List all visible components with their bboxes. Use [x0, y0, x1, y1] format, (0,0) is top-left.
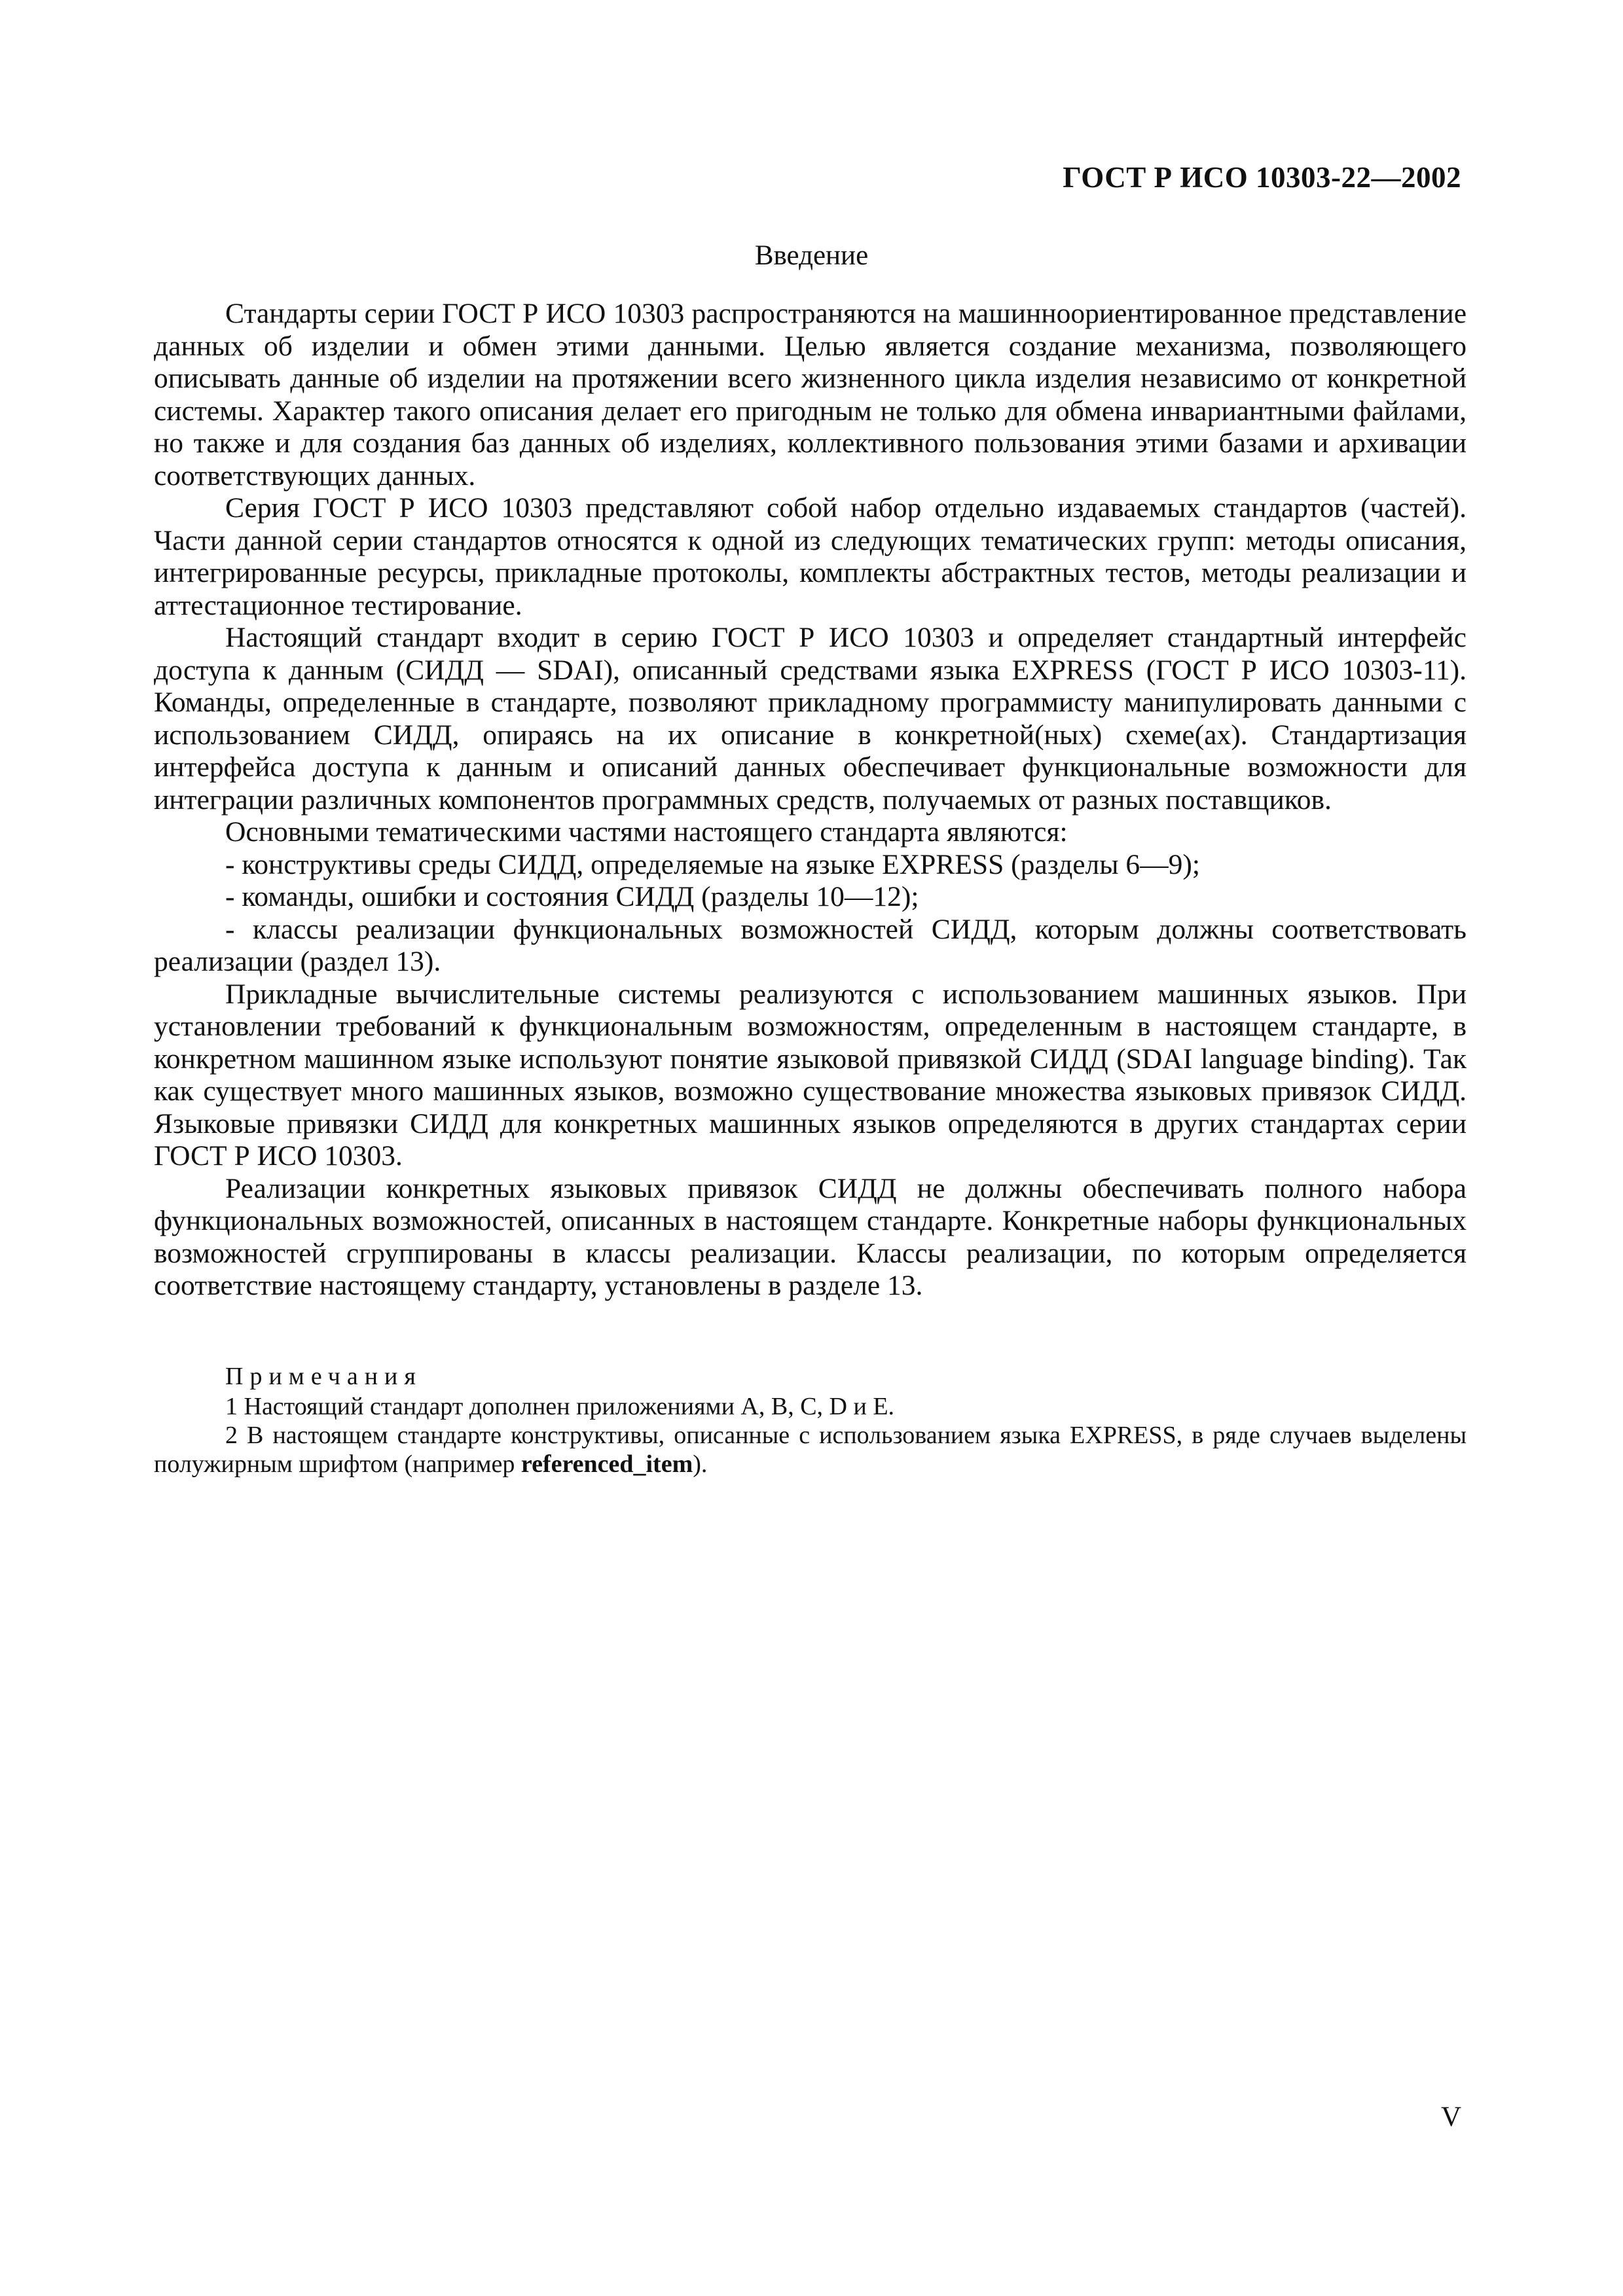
paragraph: Основными тематическими частями настоящего стандарта являются:	[225, 816, 1068, 848]
note-code-term: referenced_item	[520, 1450, 693, 1478]
list-item: - классы реализации функциональных возможностей СИДД, которым должны соответствовать реализации (раздел 13).	[154, 913, 1467, 977]
section-title: Введение	[754, 240, 869, 271]
note-text: 2 В настоящем стандарте конструктивы, описанные с использованием языка EXPRESS, в ряде случаев выделены полужирным шрифтом (например	[154, 1422, 1467, 1478]
note-item	[154, 1421, 1467, 1479]
page-number: V	[1440, 2102, 1461, 2132]
note-item: 1 Настоящий стандарт дополнен приложениями A, B, C, D и E.	[225, 1393, 895, 1420]
list-item: - команды, ошибки и состояния СИДД (разделы 10—12);	[225, 881, 919, 912]
paragraph: Реализации конкретных языковых привязок СИДД не должны обеспечивать полного набора функциональных возможностей, описанных в настоящем стандарте. Конкретные наборы функциональных возможностей сгруппированы в классы реализации. Классы реализации, по которым определяется соответствие настоящему стандарту, установлены в разделе 13.	[154, 1172, 1467, 1301]
paragraph: Серия ГОСТ Р ИСО 10303 представляют собой набор отдельно издаваемых стандартов (частей). Части данной серии стандартов относятся к одной из следующих тематических групп: методы описания, интегрированные ресурсы, прикладные протоколы, комплекты абстрактных тестов, методы реализации и аттестационное тестирование.	[154, 492, 1467, 621]
document-code-header: ГОСТ Р ИСО 10303-22—2002	[1063, 161, 1461, 194]
list-item: - конструктивы среды СИДД, определяемые на языке EXPRESS (разделы 6—9);	[225, 848, 1200, 880]
notes-heading: Примечания	[225, 1363, 422, 1390]
paragraph: Стандарты серии ГОСТ Р ИСО 10303 распространяются на машинноориентированное представление данных об изделии и обмен этими данными. Целью является создание механизма, позволяющего описывать данные об изделии на протяжении всего жизненного цикла изделия независимо от конкретной системы. Характер такого описания делает его пригодным не только для обмена инвариантными файлами, но также и для создания баз данных об изделиях, коллективного пользования этими базами и архивации соответствующих данных.	[154, 298, 1467, 492]
note-text: ).	[693, 1450, 708, 1478]
body-text	[154, 298, 1467, 1302]
paragraph: Настоящий стандарт входит в серию ГОСТ Р ИСО 10303 и определяет стандартный интерфейс доступа к данным (СИДД — SDAI), описанный средствами языка EXPRESS (ГОСТ Р ИСО 10303-11). Команды, определенные в стандарте, позволяют прикладному программисту манипулировать данными с использованием СИДД, опираясь на их описание в конкретной(ных) схеме(ах). Стандартизация интерфейса доступа к данным и описаний данных обеспечивает функциональные возможности для интеграции различных компонентов программных средств, получаемых от разных поставщиков.	[154, 622, 1467, 816]
notes-block	[154, 1362, 1467, 1479]
paragraph: Прикладные вычислительные системы реализуются с использованием машинных языков. При установлении требований к функциональным возможностям, определенным в настоящем стандарте, в конкретном машинном языке используют понятие языковой привязкой СИДД (SDAI language binding). Так как существует много машинных языков, возможно существование множества языковых привязок СИДД. Языковые привязки СИДД для конкретных машинных языков определяются в других стандартах серии ГОСТ Р ИСО 10303.	[154, 978, 1467, 1172]
